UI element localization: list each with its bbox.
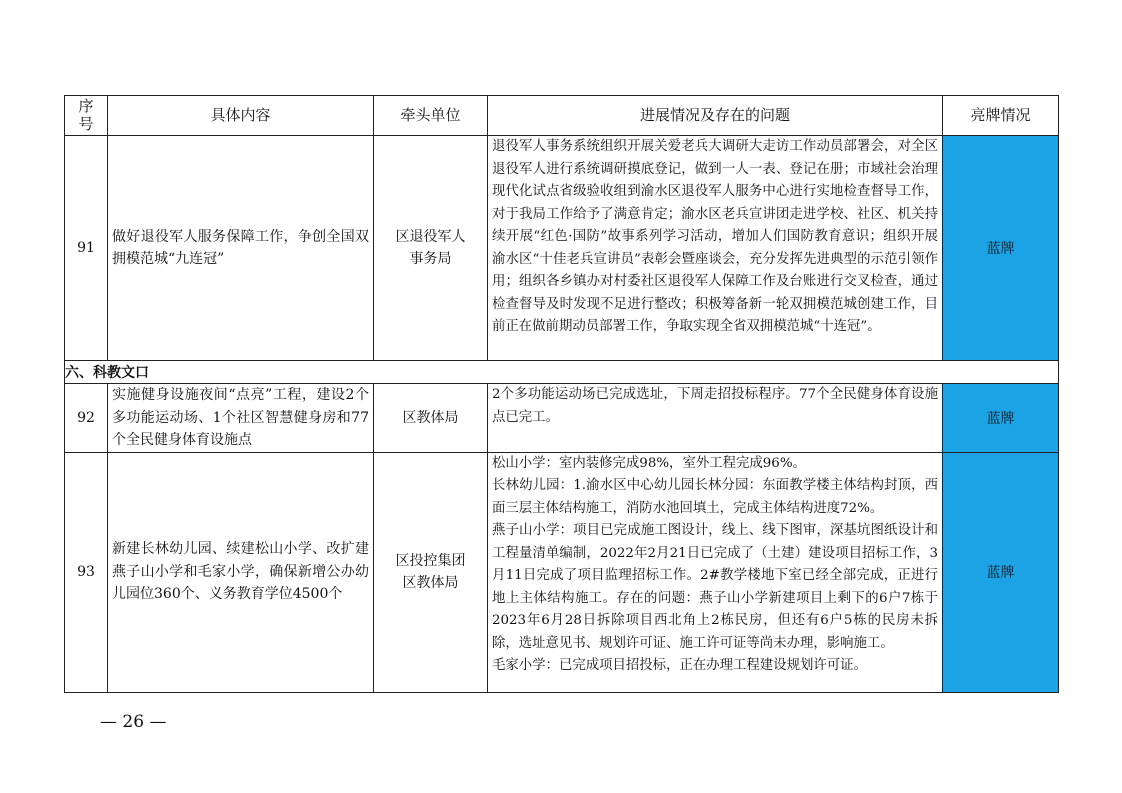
page-number: — 26 —: [100, 712, 167, 732]
header-status: 亮牌情况: [943, 96, 1059, 136]
header-seq: 序号: [65, 96, 108, 136]
status-badge: 蓝牌: [943, 384, 1059, 453]
table-row: [65, 136, 1059, 361]
progress-songshan: 松山小学：室内装修完成98%，室外工程完成96%。: [492, 455, 806, 471]
header-progress: 进展情况及存在的问题: [488, 96, 943, 136]
row-number: 93: [65, 452, 108, 692]
work-progress-table: [64, 95, 1059, 693]
row-number: 91: [65, 136, 108, 361]
progress-changlin: 长林幼儿园：1.渝水区中心幼儿园长林分园：东面教学楼主体结构封顶，西面三层主体结构施工，消防水池回填土，完成主体结构进度72%。: [492, 478, 938, 516]
progress-yanzishan: 燕子山小学：项目已完成施工图设计，线上、线下图审，深基坑图纸设计和工程量清单编制，2022年2月21日已完成了（土建）建设项目招标工作，3月11日完成了项目监理招标工作。2#教学楼地下室已经全部完成，正进行地上主体结构施工。存在的问题：燕子山小学新建项目上剩下的6户7栋于2023年6月28日拆除项目西北角上2栋民房，但还有6户5栋的民房未拆除，选址意见书、规划许可证、施工许可证等尚未办理，影响施工。: [492, 523, 938, 651]
row-content: 新建长林幼儿园、续建松山小学、改扩建燕子山小学和毛家小学，确保新增公办幼儿园位360个、义务教育学位4500个: [108, 452, 374, 692]
row-unit: 区退役军人事务局: [374, 136, 488, 361]
row-content: 实施健身设施夜间“点亮”工程，建设2个多功能运动场、1个社区智慧健身房和77个全民健身体育设施点: [108, 384, 374, 453]
row-number: 92: [65, 384, 108, 453]
progress-maojia: 毛家小学：已完成项目招投标，正在办理工程建设规划许可证。: [492, 658, 867, 673]
row-unit: 区教体局: [374, 384, 488, 453]
table-header-row: [65, 96, 1059, 136]
section-row: [65, 361, 1059, 384]
row-content: 做好退役军人服务保障工作，争创全国双拥模范城“九连冠”: [108, 136, 374, 361]
row-progress: [488, 452, 943, 692]
header-unit: 牵头单位: [374, 96, 488, 136]
row-unit: 区投控集团 区教体局: [374, 452, 488, 692]
table-row: [65, 384, 1059, 453]
row-progress: 退役军人事务系统组织开展关爱老兵大调研大走访工作动员部署会，对全区退役军人进行系统调研摸底登记，做到一人一表、登记在册；市域社会治理现代化试点省级验收组到渝水区退役军人服务中心进行实地检查督导工作，对于我局工作给予了满意肯定；渝水区老兵宣讲团走进学校、社区、机关持续开展“红色·国防”故事系列学习活动，增加人们国防教育意识；组织开展渝水区“十佳老兵宣讲员”表彰会暨座谈会，充分发挥先进典型的示范引领作用；组织各乡镇办对村委社区退役军人保障工作及台账进行交叉检查，通过检查督导及时发现不足进行整改；积极筹备新一轮双拥模范城创建工作，目前正在做前期动员部署工作，争取实现全省双拥模范城“十连冠”。: [488, 136, 943, 361]
table-row: [65, 452, 1059, 692]
status-badge: 蓝牌: [943, 452, 1059, 692]
section-title: 六、科教文口: [65, 361, 1059, 384]
status-badge: 蓝牌: [943, 136, 1059, 361]
row-progress: 2个多功能运动场已完成选址，下周走招投标程序。77个全民健身体育设施点已完工。: [488, 384, 943, 453]
header-content: 具体内容: [108, 96, 374, 136]
